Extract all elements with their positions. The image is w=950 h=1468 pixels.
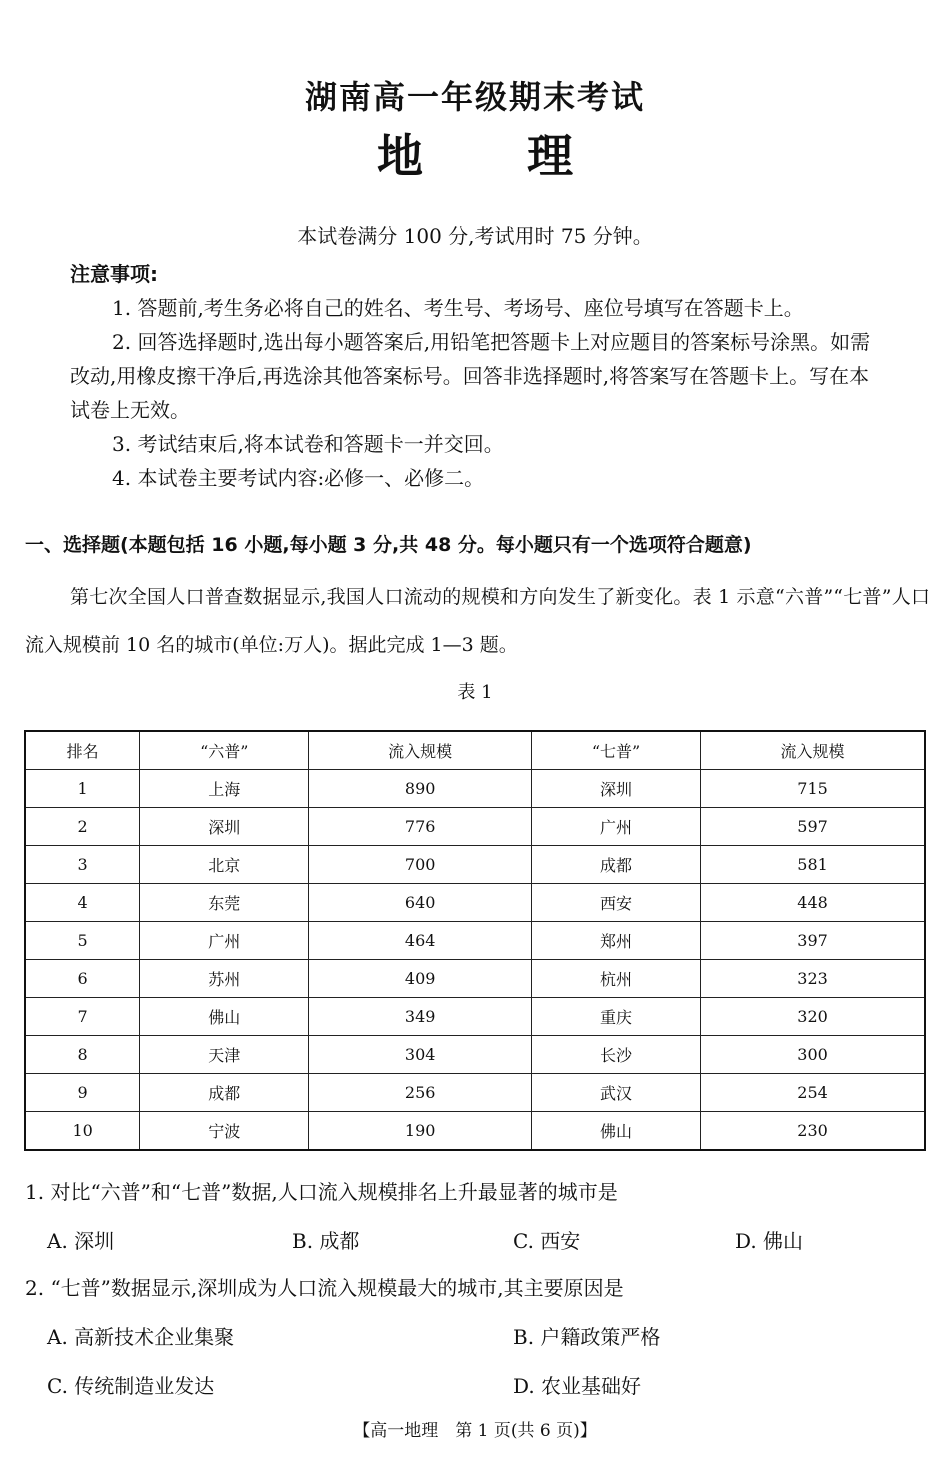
table-cell: 上海: [140, 770, 309, 808]
table-cell: 300: [701, 1036, 925, 1074]
notice-item: 1. 答题前,考生务必将自己的姓名、考生号、考场号、座位号填写在答题卡上。: [112, 296, 804, 320]
table-body: [25, 770, 925, 1151]
table-cell: 890: [309, 770, 532, 808]
table-cell: 西安: [532, 884, 701, 922]
table-cell: 640: [309, 884, 532, 922]
table-cell: 409: [309, 960, 532, 998]
table-cell: 4: [25, 884, 140, 922]
table-cell: 佛山: [532, 1112, 701, 1151]
table-cell: 230: [701, 1112, 925, 1151]
table-cell: 成都: [140, 1074, 309, 1112]
table-caption: 表 1: [457, 682, 493, 703]
table-cell: 苏州: [140, 960, 309, 998]
table-header-cell: 流入规模: [701, 731, 925, 770]
option-a: A. 深圳: [47, 1229, 115, 1253]
table-row: [25, 1036, 925, 1074]
table-row: [25, 960, 925, 998]
table-cell: 武汉: [532, 1074, 701, 1112]
table-header-cell: “七普”: [532, 731, 701, 770]
table-cell: 8: [25, 1036, 140, 1074]
table-row: [25, 1074, 925, 1112]
question-stem: 1. 对比“六普”和“七普”数据,人口流入规模排名上升最显著的城市是: [25, 1180, 618, 1204]
notice-item: 2. 回答选择题时,选出每小题答案后,用铅笔把答题卡上对应题目的答案标号涂黑。如需改动,用橡皮擦干净后,再选涂其他答案标号。回答非选择题时,将答案写在答题卡上。写在本试卷上无效。: [70, 330, 871, 422]
notice-heading: 注意事项:: [70, 262, 158, 286]
table-cell: 广州: [140, 922, 309, 960]
table-cell: 448: [701, 884, 925, 922]
table-cell: 3: [25, 846, 140, 884]
notice-item: 3. 考试结束后,将本试卷和答题卡一并交回。: [112, 432, 504, 456]
table-cell: 700: [309, 846, 532, 884]
question-intro: 第七次全国人口普查数据显示,我国人口流动的规模和方向发生了新变化。表 1 示意“六普”“七普”人口流入规模前 10 名的城市(单位:万人)。据此完成 1—3 题。: [25, 586, 930, 656]
subject-char: 地: [377, 129, 423, 183]
table-header-cell: 流入规模: [309, 731, 532, 770]
table-cell: 北京: [140, 846, 309, 884]
option-b: B. 成都: [292, 1229, 360, 1253]
option-d: D. 佛山: [735, 1229, 804, 1253]
table-cell: 2: [25, 808, 140, 846]
option-c: C. 西安: [513, 1229, 581, 1253]
table-cell: 397: [701, 922, 925, 960]
table-cell: 郑州: [532, 922, 701, 960]
table-cell: 广州: [532, 808, 701, 846]
table-cell: 256: [309, 1074, 532, 1112]
table-cell: 长沙: [532, 1036, 701, 1074]
table-cell: 天津: [140, 1036, 309, 1074]
notice-item: 4. 本试卷主要考试内容:必修一、必修二。: [112, 466, 485, 490]
table-cell: 190: [309, 1112, 532, 1151]
table-cell: 7: [25, 998, 140, 1036]
table-cell: 1: [25, 770, 140, 808]
table-row: [25, 770, 925, 808]
table-cell: 320: [701, 998, 925, 1036]
table-row: [25, 998, 925, 1036]
page-footer: 【高一地理 第 1 页(共 6 页)】: [353, 1421, 597, 1441]
city-table: [24, 730, 926, 1151]
table-cell: 581: [701, 846, 925, 884]
table-cell: 6: [25, 960, 140, 998]
table-cell: 9: [25, 1074, 140, 1112]
table-cell: 10: [25, 1112, 140, 1151]
question-stem: 2. “七普”数据显示,深圳成为人口流入规模最大的城市,其主要原因是: [25, 1276, 624, 1300]
option-b: B. 户籍政策严格: [513, 1325, 661, 1349]
table-cell: 东莞: [140, 884, 309, 922]
table-cell: 成都: [532, 846, 701, 884]
table-header-cell: “六普”: [140, 731, 309, 770]
table-row: [25, 884, 925, 922]
table-cell: 杭州: [532, 960, 701, 998]
subject-title: [0, 120, 950, 186]
table-cell: 5: [25, 922, 140, 960]
table-cell: 776: [309, 808, 532, 846]
table-cell: 254: [701, 1074, 925, 1112]
option-d: D. 农业基础好: [513, 1374, 642, 1398]
option-c: C. 传统制造业发达: [47, 1374, 215, 1398]
table-cell: 佛山: [140, 998, 309, 1036]
table-row: [25, 846, 925, 884]
table-row: [25, 1112, 925, 1151]
table-row: [25, 808, 925, 846]
table-header-row: [25, 731, 925, 770]
table-cell: 304: [309, 1036, 532, 1074]
table-header-cell: 排名: [25, 731, 140, 770]
table-cell: 323: [701, 960, 925, 998]
table-cell: 349: [309, 998, 532, 1036]
table-cell: 597: [701, 808, 925, 846]
table-row: [25, 922, 925, 960]
subject-char: 理: [527, 129, 573, 183]
table-cell: 715: [701, 770, 925, 808]
table-cell: 深圳: [140, 808, 309, 846]
table-cell: 宁波: [140, 1112, 309, 1151]
exam-title: 湖南高一年级期末考试: [304, 78, 645, 116]
table-cell: 重庆: [532, 998, 701, 1036]
exam-info: 本试卷满分 100 分,考试用时 75 分钟。: [297, 224, 653, 248]
section-heading: 一、选择题(本题包括 16 小题,每小题 3 分,共 48 分。每小题只有一个选项符合题意): [25, 534, 752, 556]
option-a: A. 高新技术企业集聚: [47, 1325, 235, 1349]
table-cell: 深圳: [532, 770, 701, 808]
table-cell: 464: [309, 922, 532, 960]
